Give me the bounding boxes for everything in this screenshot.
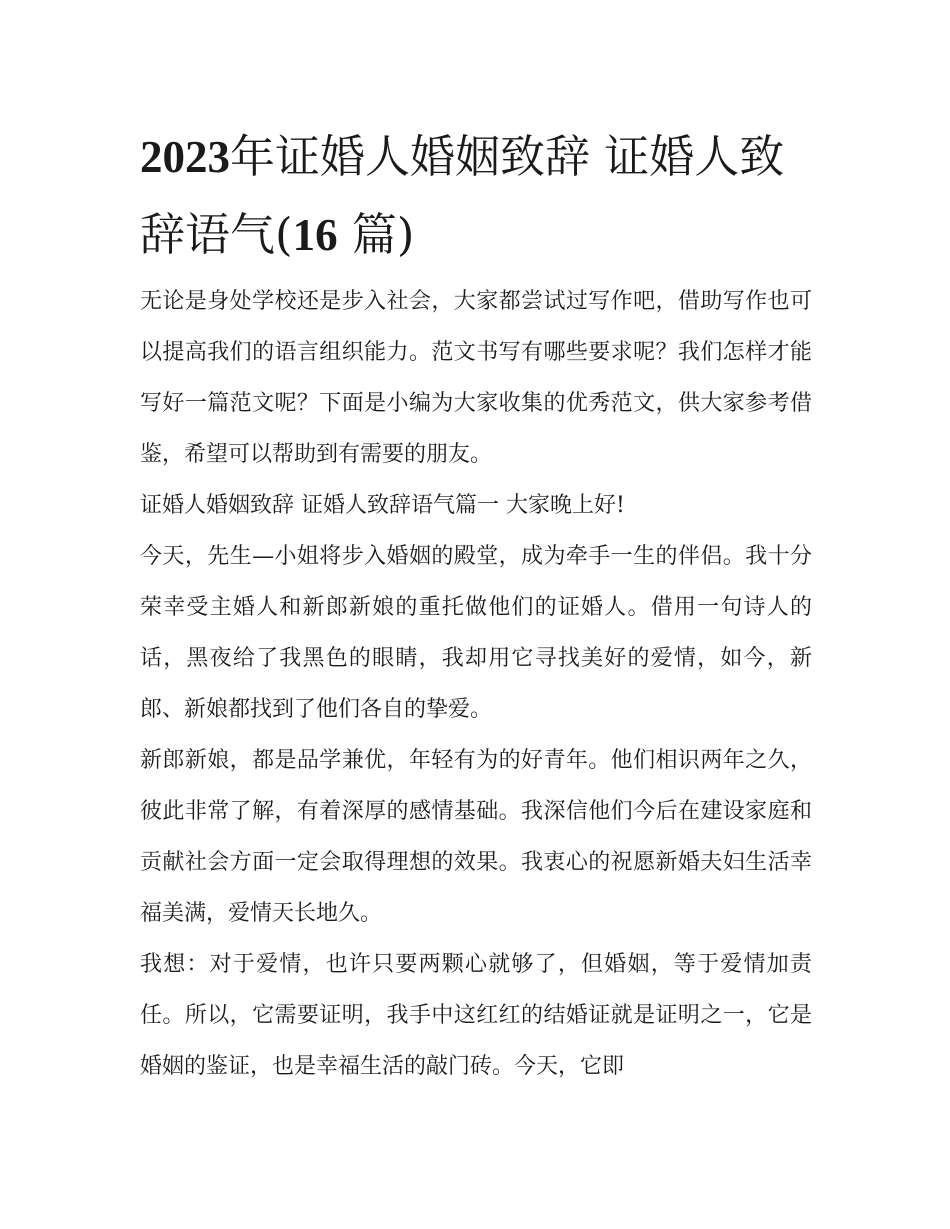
title-count: 16	[292, 210, 338, 260]
paragraph: 我想：对于爱情，也许只要两颗心就够了，但婚姻，等于爱情加责任。所以，它需要证明，我手中这红红的结婚证就是证明之一，它是婚姻的鉴证，也是幸福生活的敲门砖。今天，它即	[140, 952, 812, 1079]
document-body	[140, 276, 812, 1092]
title-suffix: 篇)	[337, 208, 415, 261]
document-title	[140, 118, 820, 274]
paragraph-intro: 无论是身处学校还是步入社会，大家都尝试过写作吧，借助写作也可以提高我们的语言组织能力。范文书写有哪些要求呢？我们怎样才能写好一篇范文呢？下面是小编为大家收集的优秀范文，供大家参考借鉴，希望可以帮助到有需要的朋友。	[140, 289, 812, 467]
paragraph: 今天，先生—小姐将步入婚姻的殿堂，成为牵手一生的伴侣。我十分荣幸受主婚人和新郎新娘的重托做他们的证婚人。借用一句诗人的话，黑夜给了我黑色的眼睛，我却用它寻找美好的爱情，如今，新郎、新娘都找到了他们各自的挚爱。	[140, 544, 812, 722]
paragraph-heading: 证婚人婚姻致辞 证婚人致辞语气篇一 大家晚上好!	[140, 493, 625, 518]
title-year: 2023	[140, 132, 230, 182]
paragraph: 新郎新娘，都是品学兼优，年轻有为的好青年。他们相识两年之久，彼此非常了解，有着深厚的感情基础。我深信他们今后在建设家庭和贡献社会方面一定会取得理想的效果。我衷心的祝愿新婚夫妇生活幸福美满，爱情天长地久。	[140, 748, 812, 926]
title-text: 年证婚人婚姻致辞 证婚人致辞语气(	[140, 130, 785, 261]
